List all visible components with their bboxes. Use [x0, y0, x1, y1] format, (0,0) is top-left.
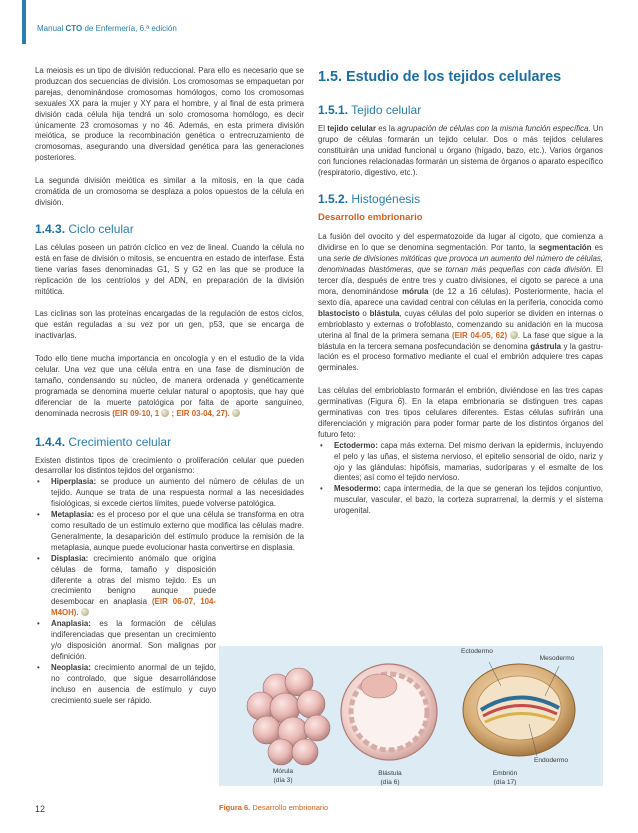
label-embryo: Embrión (día 17)	[492, 770, 518, 786]
running-title: Manual CTO de Enfermería, 6.ª edición	[37, 24, 177, 33]
eir-reference: (EIR 06-07, 104-M4OH).	[51, 597, 216, 618]
tissue-paragraph: El tejido celular es la agrupación de células con la misma función específica. Un grupo de células formarán un tejido celular. Dos o más tejidos celulares constituirán una unidad funcional u órgano (hígado, bazo, etc.). Varios órganos con funciones relacionadas formarán un sistema de órganos o aparato específico (respiratorio, digestivo, etc.).	[318, 124, 603, 177]
embryo-illustration	[219, 646, 603, 786]
label-morula: Mórula (día 3)	[272, 768, 294, 784]
list-item: • Mesodermo: capa intermedia, de la que se generan los tejidos conjuntivo, muscular, vascular, el bazo, la corteza suprarrenal, la dermis y el sistema urogenital.	[320, 484, 603, 516]
subheading-embryo-development: Desarrollo embrionario	[318, 211, 423, 223]
eir-marker-icon	[81, 608, 89, 616]
label-mesodermo: Mesodermo	[539, 655, 575, 662]
meiosis-paragraph-2: La segunda división meiótica es similar a la mitosis, en la que cada cromátida de un cromosoma se desplaza a polos opuestos de la célula en división.	[35, 176, 304, 207]
left-column	[35, 66, 304, 706]
morula-drawing	[247, 668, 330, 765]
cycle-paragraph-1: Las células poseen un patrón cíclico en vez de lineal. Cuando la célula no está en fase de división o mitosis, se encuentra en estado de interfase. Ésta tiene varias fases denominadas G1, S y G2 en las que se produce la replicación de los centríolos y del ADN, en preparación de la división mitótica.	[35, 242, 304, 296]
list-item: • Hiperplasia: se produce un aumento del número de células de un tejido. Aunque se trata de una respuesta normal a las necesidades fisiológicas, si excede ciertos límites, puede volverse patológica.	[37, 477, 304, 509]
list-item: • Ectodermo: capa más externa. Del mismo derivan la epidermis, incluyendo el pelo y las uñas, el sistema nervioso, el epitelio sensorial de oído, nariz y ojo y las glándulas: hipófisis, mamarias, sudoríparas y el esmalte de los dientes; así como el tejido nervioso.	[320, 440, 603, 483]
growth-intro: Existen distintos tipos de crecimiento o proliferación celular que pueden desarrollar los distintos tejidos del organismo:	[35, 455, 304, 476]
cycle-paragraph-2: Las ciclinas son las proteínas encargadas de la regulación de estos ciclos, que están reguladas a su vez por un gen, p53, que se encarga de inactivarlas.	[35, 309, 304, 341]
blastula-drawing	[341, 664, 437, 760]
right-column	[318, 66, 603, 517]
section-heading-1-5: 1.5. Estudio de los tejidos celulares	[318, 69, 562, 85]
embryo-paragraph-1: La fusión del ovocito y del espermatozoide da lugar al cigoto, que comienza a dividirse en lo que se denomina segmentación. Por tanto, la segmentación es una serie de divisiones mitóticas que provoca un aumento del número de células, denominadas blastómeras, que se tornan más pequeñas con cada división. El tercer día, después de entre tres y cuatro divisiones, el cigoto se parece a una mora, denominándose mórula (de 12 a 16 células). Posteriormente, hacia el sexto día, aparece una cavidad central con células en la periferia, conocida como blastocisto o blástula, cuyas células del polo superior se dividen en internas o embrioblasto y externas o trofoblasto, comenzando su anidación en la mucosa uterina al final de la primera semana (EIR 04-05, 62) . La fase que sigue a la blástula en la tercera semana posfecundación se denomina gástrula y la gastru-lación es el proceso formativo mediante el cual el embrión adquiere tres capas germinales.	[318, 232, 604, 373]
list-item: • Displasia: crecimiento anómalo que origina células de forma, tamaño y disposición diferente a otras del mismo tejido. Es un crecimiento benigno aunque puede desembocar en anaplasia (EIR 06-07, 104-M4OH).	[37, 553, 216, 618]
germ-layer-list	[318, 441, 603, 517]
eir-marker-icon	[510, 331, 518, 339]
eir-marker-icon	[232, 409, 240, 417]
label-ectodermo: Ectodermo	[461, 648, 493, 655]
label-blastula: Blástula (día 6)	[378, 770, 402, 786]
embryo-drawing	[463, 664, 575, 756]
meiosis-paragraph-1: La meiosis es un tipo de división reduccional. Para ello es necesario que se produzcan dos secuencias de división. Los cromosomas se empaquetan por parejas, denominándose cromosomas homólogos, como los cromosomas sexuales XX para la mujer y XY para el hombre, y al final de esta primera división cada célula hija tendrá un solo cromosoma homólogo, es decir únicamente 23 cromosomas y no 46. Además, en esta primera división meiótica, se produce la recombinación genética o entrecruzamiento de cromosomas, asegurando una diversidad genética para las generaciones posteriores.	[35, 66, 304, 163]
eir-reference: (EIR 09-10, 1	[112, 408, 160, 418]
section-heading-1-4-4: 1.4.4. Crecimiento celular	[35, 434, 172, 449]
label-endodermo: Endodermo	[533, 757, 569, 764]
section-heading-1-4-3: 1.4.3. Ciclo celular	[35, 221, 134, 236]
list-item: • Anaplasia: es la formación de células indiferenciadas que presentan un crecimiento y/o disposición anormal. Son malignas por definición.	[37, 619, 216, 661]
eir-reference: ; EIR 03-04, 27).	[169, 408, 230, 418]
section-heading-1-5-2: 1.5.2. Histogénesis	[318, 191, 421, 206]
page-header	[0, 0, 638, 62]
cycle-paragraph-3: Todo ello tiene mucha importancia en oncología y en el estudio de la vida celular. Una vez que una célula entra en una fase de disminución de tamaño, condensando su núcleo, de manera ordenada y genéticamente programada se denomina muerte celular natural o apoptosis, que hay que diferenciar de la muerte patológica por falta de aporte sanguíneo, denominada necrosis (EIR 09-10, 1 ; EIR 03-04, 27).	[35, 354, 304, 418]
list-item: • Metaplasia: es el proceso por el que una célula se transforma en otra como resultado de un estímulo externo que modifica las células madre. Generalmente, la desaparición del estímulo produce la remisión de la metaplasia, aunque puede evolucionar hasta convertirse en displasia.	[37, 510, 304, 552]
eir-reference: (EIR 04-05, 62)	[451, 330, 508, 340]
list-item: • Neoplasia: crecimiento anormal de un tejido, no controlado, que sigue desarrollándose incluso en ausencia de estímulo y cuyo crecimiento suele ser rápido.	[37, 662, 216, 705]
header-accent-bar	[22, 0, 26, 44]
embryo-paragraph-2: Las células del embrioblasto formarán el embrión, diviéndose en las tres capas germinativas (Figura 6). En la etapa embrionaria se distinguen tres capas germinativas con tres tipos celulares diferentes. Estas células sufrirán una diferenciación y migración para poder formar parte de los distintos órganos del futuro feto:	[318, 386, 603, 439]
figure-embryo-development	[219, 646, 603, 786]
section-heading-1-5-1: 1.5.1. Tejido celular	[318, 103, 422, 117]
page-number: 12	[35, 804, 46, 814]
figure-caption: Figura 6. Desarrollo embrionario	[219, 803, 329, 812]
